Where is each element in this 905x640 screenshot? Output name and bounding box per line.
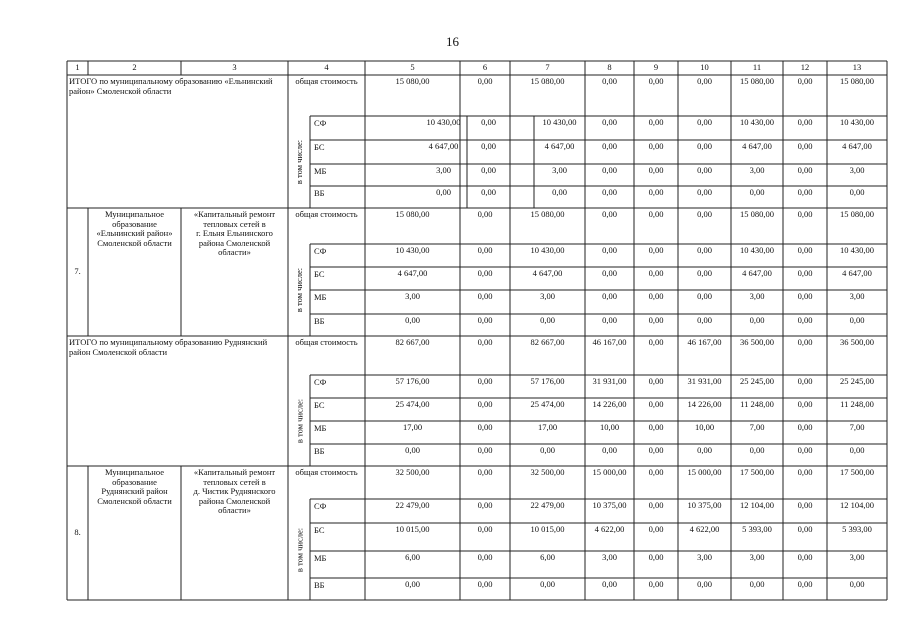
row-value: 10 430,00	[740, 245, 774, 255]
municipality-text: Муниципальное	[105, 467, 164, 477]
row-value: 0,00	[477, 291, 493, 301]
header-col-7: 7	[545, 62, 550, 72]
total-value: 0,00	[477, 76, 493, 86]
row-value: 4 647,00	[742, 268, 772, 278]
row-value: 0,00	[602, 315, 617, 325]
row-value: 10 430,00	[426, 117, 461, 127]
total-value: 15 080,00	[530, 76, 565, 86]
item-number: 8.	[74, 527, 81, 537]
row-value: 0,00	[648, 291, 664, 301]
header-col-12: 12	[800, 62, 810, 72]
row-value: 3,00	[602, 552, 617, 562]
row-value: 0,00	[477, 376, 493, 386]
header-col-4: 4	[324, 62, 329, 72]
total-value: 0,00	[648, 467, 664, 477]
row-value: 0,00	[697, 165, 712, 175]
total-value: 46 167,00	[592, 337, 627, 347]
row-value: 0,00	[477, 579, 493, 589]
in-that-label: в том числе:	[294, 398, 304, 443]
total-value: 0,00	[697, 76, 712, 86]
header-col-3: 3	[232, 62, 237, 72]
row-value: 0,00	[648, 500, 664, 510]
row-value: 0,00	[749, 445, 765, 455]
total-value: 15 080,00	[840, 76, 874, 86]
total-value: 15 080,00	[395, 209, 430, 219]
total-value: 0,00	[648, 209, 664, 219]
row-value: 6,00	[540, 552, 555, 562]
total-value: 15 080,00	[840, 209, 874, 219]
source-label: БС	[314, 142, 325, 152]
source-label: МБ	[314, 553, 327, 563]
row-value: 0,00	[797, 141, 813, 151]
row-value: 10 375,00	[592, 500, 627, 510]
header-col-13: 13	[852, 62, 862, 72]
row-value: 10 430,00	[542, 117, 577, 127]
row-value: 11 248,00	[740, 399, 774, 409]
row-value: 0,00	[602, 268, 617, 278]
row-value: 0,00	[477, 315, 493, 325]
row-value: 57 176,00	[395, 376, 430, 386]
row-value: 4 647,00	[532, 268, 563, 278]
row-value: 0,00	[648, 268, 664, 278]
project-text: тепловых сетей в	[203, 218, 266, 229]
row-value: 0,00	[477, 399, 493, 409]
row-value: 0,00	[405, 445, 420, 455]
row-value: 0,00	[648, 315, 664, 325]
header-col-9: 9	[653, 62, 659, 72]
row-value: 25 474,00	[395, 399, 430, 409]
row-value: 10 430,00	[840, 117, 874, 127]
row-value: 0,00	[648, 552, 664, 562]
row-value: 0,00	[602, 445, 617, 455]
source-label: БС	[314, 400, 325, 410]
total-value: 15 000,00	[592, 467, 627, 477]
row-value: 0,00	[602, 245, 617, 255]
row-value: 22 479,00	[530, 500, 565, 510]
row-value: 31 931,00	[592, 376, 627, 386]
row-value: 0,00	[648, 399, 664, 409]
row-value: 5 393,00	[742, 524, 772, 534]
row-value: 4 647,00	[397, 268, 428, 278]
total-value: 17 500,00	[740, 467, 774, 477]
row-value: 10 430,00	[395, 245, 430, 255]
project-text: района Смоленской	[198, 237, 271, 248]
row-value: 3,00	[749, 552, 765, 562]
row-value: 4 622,00	[594, 524, 625, 534]
row-value: 0,00	[477, 445, 493, 455]
total-value: 0,00	[648, 76, 664, 86]
row-value: 0,00	[797, 315, 813, 325]
total-value: 0,00	[797, 337, 813, 347]
row-value: 0,00	[477, 552, 493, 562]
row-value: 0,00	[797, 399, 813, 409]
municipality-text: Смоленской области	[97, 495, 172, 506]
total-value: 0,00	[602, 209, 617, 219]
project-text: района Смоленской	[198, 495, 271, 506]
source-label: ВБ	[314, 446, 325, 456]
row-value: 10 430,00	[740, 117, 774, 127]
row-value: 7,00	[749, 422, 765, 432]
row-value: 0,00	[540, 445, 555, 455]
row-value: 3,00	[849, 165, 865, 175]
row-value: 3,00	[749, 291, 765, 301]
row-value: 0,00	[749, 315, 765, 325]
page-number: 16	[446, 34, 459, 49]
in-that-label: в том числе:	[294, 139, 304, 185]
row-value: 0,00	[602, 187, 617, 197]
project-text: области»	[218, 247, 251, 257]
total-value: 36 500,00	[740, 337, 774, 347]
row-value: 10 430,00	[840, 245, 874, 255]
row-value: 0,00	[797, 245, 813, 255]
source-label: СФ	[314, 246, 327, 256]
row-value: 0,00	[697, 245, 712, 255]
in-that-label: в том числе:	[294, 267, 304, 313]
total-value: 32 500,00	[530, 467, 565, 477]
total-value: 0,00	[477, 467, 493, 477]
row-value: 0,00	[797, 524, 813, 534]
municipality-text: образование	[112, 218, 157, 229]
row-value: 0,00	[648, 117, 664, 127]
row-value: 0,00	[648, 245, 664, 255]
row-value: 3,00	[849, 291, 865, 301]
row-value: 12 104,00	[740, 500, 774, 510]
row-value: 0,00	[697, 187, 712, 197]
row-value: 0,00	[602, 165, 617, 175]
row-value: 0,00	[540, 315, 555, 325]
row-value: 0,00	[797, 552, 813, 562]
total-value: 0,00	[797, 76, 813, 86]
municipality-text: «Ельнинский район»	[96, 228, 173, 238]
row-value: 3,00	[540, 291, 555, 301]
row-value: 0,00	[797, 500, 813, 510]
row-value: 0,00	[697, 315, 712, 325]
total-value: 15 080,00	[395, 76, 430, 86]
source-label: БС	[314, 269, 325, 279]
row-value: 3,00	[436, 165, 451, 175]
row-value: 0,00	[405, 579, 420, 589]
total-value: 0,00	[797, 209, 813, 219]
total-value: 82 667,00	[530, 337, 565, 347]
row-value: 0,00	[797, 291, 813, 301]
row-value: 0,00	[477, 422, 493, 432]
row-value: 0,00	[797, 445, 813, 455]
header-col-1: 1	[75, 62, 80, 72]
row-value: 3,00	[405, 291, 420, 301]
row-value: 14 226,00	[592, 399, 627, 409]
total-value: 0,00	[697, 209, 712, 219]
header-col-5: 5	[410, 62, 415, 72]
source-label: МБ	[314, 292, 327, 302]
source-label: ВБ	[314, 188, 325, 198]
total-cost-label: общая стоимость	[295, 467, 358, 477]
row-value: 0,00	[481, 141, 496, 151]
row-value: 10 015,00	[395, 524, 430, 534]
row-value: 0,00	[540, 579, 555, 589]
total-value: 82 667,00	[395, 337, 430, 347]
row-value: 0,00	[602, 579, 617, 589]
row-value: 0,00	[481, 165, 496, 175]
row-value: 4 647,00	[842, 268, 872, 278]
row-value: 17,00	[537, 422, 558, 432]
total-cost-label: общая стоимость	[295, 337, 358, 347]
row-value: 12 104,00	[840, 500, 874, 510]
total-value: 17 500,00	[840, 467, 874, 477]
row-value: 0,00	[797, 117, 813, 127]
total-value: 0,00	[648, 337, 664, 347]
row-value: 0,00	[849, 579, 865, 589]
project-text: «Капитальный ремонт	[193, 467, 276, 477]
total-value: 0,00	[797, 467, 813, 477]
source-label: СФ	[314, 501, 327, 511]
row-value: 0,00	[602, 291, 617, 301]
municipality-text: Муниципальное	[105, 209, 164, 219]
row-value: 0,00	[648, 524, 664, 534]
row-value: 0,00	[697, 445, 712, 455]
project-text: г. Ельня Ельнинского	[196, 228, 273, 238]
in-that-label: в том числе:	[294, 527, 304, 572]
row-value: 0,00	[749, 187, 765, 197]
project-text: области»	[218, 505, 251, 515]
item-number: 7.	[74, 266, 81, 276]
total-value: 0,00	[477, 209, 493, 219]
total-value: 0,00	[477, 337, 493, 347]
total-value: 36 500,00	[840, 337, 874, 347]
source-label: БС	[314, 525, 325, 535]
row-value: 0,00	[477, 500, 493, 510]
row-value: 0,00	[481, 117, 496, 127]
row-value: 6,00	[405, 552, 420, 562]
row-value: 10,00	[694, 422, 715, 432]
row-value: 10,00	[599, 422, 620, 432]
row-value: 0,00	[552, 187, 567, 197]
row-value: 0,00	[648, 141, 664, 151]
row-value: 0,00	[697, 579, 712, 589]
row-value: 3,00	[849, 552, 865, 562]
row-value: 0,00	[697, 291, 712, 301]
row-value: 22 479,00	[395, 500, 430, 510]
row-value: 10 375,00	[687, 500, 722, 510]
row-value: 5 393,00	[842, 524, 872, 534]
total-value: 0,00	[602, 76, 617, 86]
row-value: 0,00	[648, 187, 664, 197]
header-col-11: 11	[752, 62, 762, 72]
source-label: ВБ	[314, 316, 325, 326]
row-value: 4 647,00	[842, 141, 872, 151]
municipality-text: образование	[112, 476, 157, 487]
row-value: 0,00	[602, 117, 617, 127]
total-title: район Смоленской области	[69, 346, 168, 357]
header-col-2: 2	[132, 62, 137, 72]
row-value: 0,00	[849, 445, 865, 455]
row-value: 4 622,00	[689, 524, 720, 534]
source-label: МБ	[314, 166, 327, 176]
row-value: 0,00	[602, 141, 617, 151]
municipality-text: Руднянский район	[101, 486, 168, 496]
row-value: 11 248,00	[840, 399, 874, 409]
total-value: 15 080,00	[530, 209, 565, 219]
header-col-10: 10	[700, 62, 709, 72]
row-value: 0,00	[648, 376, 664, 386]
project-text: «Капитальный ремонт	[193, 209, 276, 219]
row-value: 0,00	[648, 579, 664, 589]
header-col-6: 6	[482, 62, 488, 72]
project-text: д. Чистик Руднянского	[193, 486, 276, 496]
row-value: 0,00	[436, 187, 451, 197]
row-value: 17,00	[402, 422, 423, 432]
total-value: 46 167,00	[687, 337, 722, 347]
row-value: 0,00	[797, 422, 813, 432]
row-value: 0,00	[797, 268, 813, 278]
row-value: 0,00	[797, 187, 813, 197]
row-value: 0,00	[797, 165, 813, 175]
source-label: ВБ	[314, 580, 325, 590]
row-value: 0,00	[749, 579, 765, 589]
row-value: 57 176,00	[530, 376, 565, 386]
row-value: 25 245,00	[840, 376, 874, 386]
source-label: СФ	[314, 118, 327, 128]
total-value: 15 080,00	[740, 76, 774, 86]
row-value: 31 931,00	[687, 376, 722, 386]
total-cost-label: общая стоимость	[295, 209, 358, 219]
row-value: 0,00	[697, 141, 712, 151]
project-text: тепловых сетей в	[203, 476, 266, 487]
row-value: 4 647,00	[428, 141, 459, 151]
row-value: 0,00	[405, 315, 420, 325]
total-title: ИТОГО по муниципальному образованию Руднянский	[69, 337, 268, 347]
row-value: 10 015,00	[530, 524, 565, 534]
total-value: 15 000,00	[687, 467, 722, 477]
total-cost-label: общая стоимость	[295, 76, 358, 86]
row-value: 25 474,00	[530, 399, 565, 409]
total-title: район» Смоленской области	[69, 85, 172, 96]
row-value: 0,00	[648, 165, 664, 175]
row-value: 0,00	[849, 315, 865, 325]
municipality-text: Смоленской области	[97, 237, 172, 248]
row-value: 0,00	[477, 524, 493, 534]
row-value: 10 430,00	[530, 245, 565, 255]
row-value: 3,00	[552, 165, 567, 175]
row-value: 14 226,00	[687, 399, 722, 409]
row-value: 4 647,00	[544, 141, 575, 151]
row-value: 0,00	[797, 376, 813, 386]
row-value: 0,00	[477, 268, 493, 278]
row-value: 0,00	[648, 422, 664, 432]
row-value: 3,00	[749, 165, 765, 175]
row-value: 0,00	[697, 268, 712, 278]
row-value: 7,00	[849, 422, 865, 432]
total-title: ИТОГО по муниципальному образованию «Ельнинский	[69, 76, 273, 86]
row-value: 3,00	[697, 552, 712, 562]
row-value: 4 647,00	[742, 141, 772, 151]
row-value: 0,00	[849, 187, 865, 197]
row-value: 0,00	[697, 117, 712, 127]
total-value: 32 500,00	[395, 467, 430, 477]
row-value: 0,00	[481, 187, 496, 197]
source-label: СФ	[314, 377, 327, 387]
row-value: 0,00	[477, 245, 493, 255]
row-value: 0,00	[797, 579, 813, 589]
source-label: МБ	[314, 423, 327, 433]
total-value: 15 080,00	[740, 209, 774, 219]
header-col-8: 8	[607, 62, 612, 72]
row-value: 0,00	[648, 445, 664, 455]
row-value: 25 245,00	[740, 376, 774, 386]
